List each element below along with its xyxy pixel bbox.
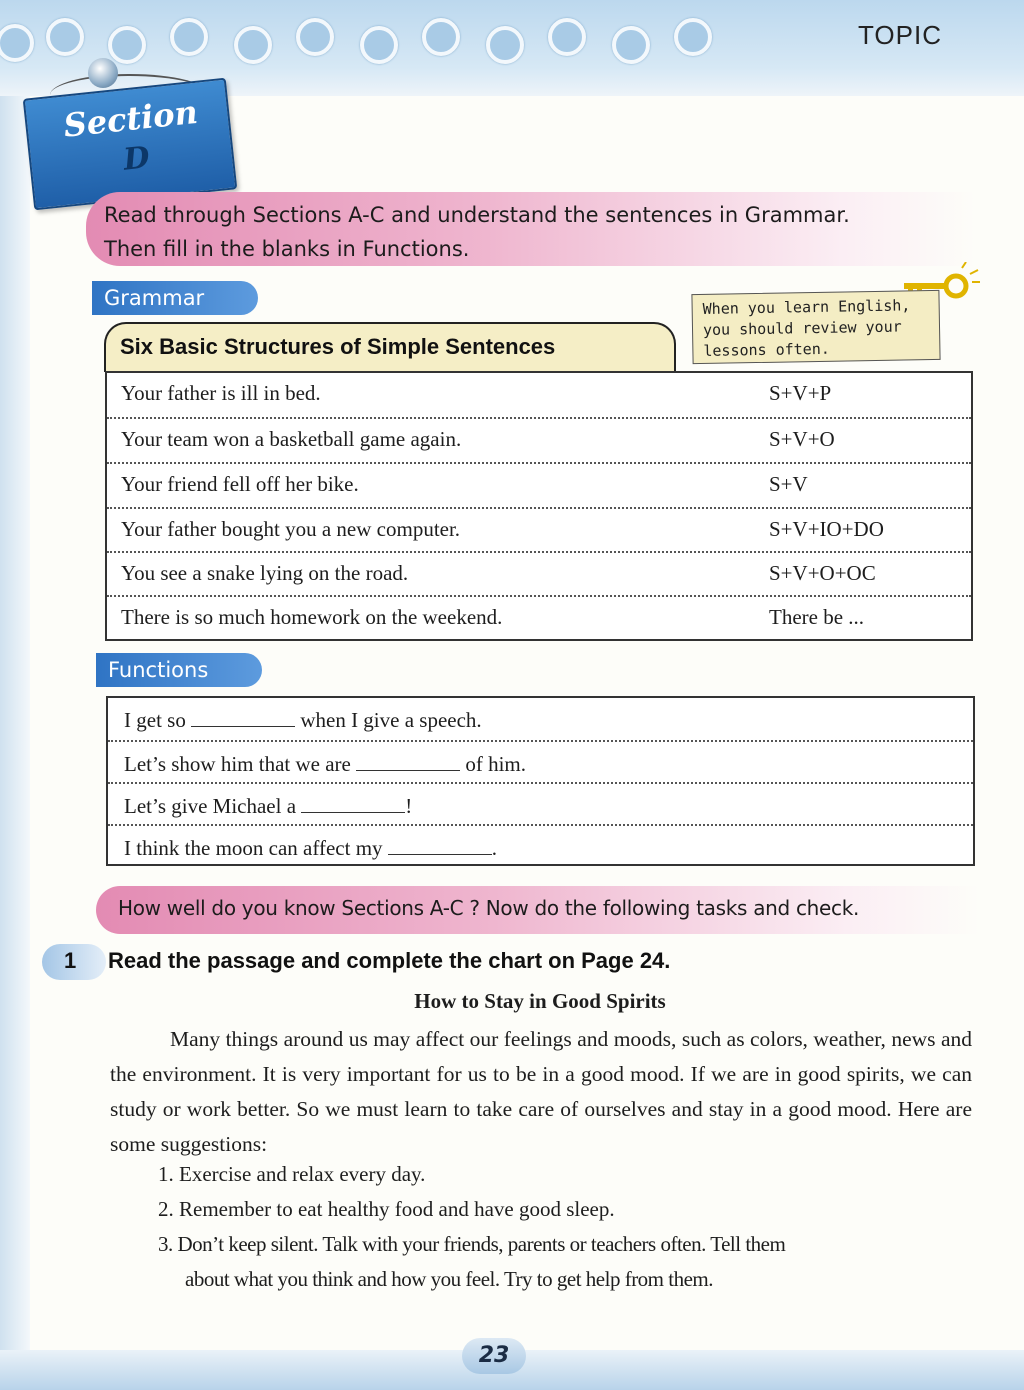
table-row <box>108 740 973 784</box>
circle-decoration <box>108 26 146 64</box>
circle-decoration <box>234 26 272 64</box>
sentence-start: I get so <box>124 708 192 732</box>
task-number-badge <box>42 944 106 980</box>
circle-decoration <box>422 18 460 56</box>
sentence-cell: Your team won a basketball game again. <box>121 427 462 451</box>
check-banner-text: How well do you know Sections A-C ? Now do the following tasks and check. <box>118 896 860 920</box>
intro-line-1: Read through Sections A-C and understand the sentences in Grammar. <box>104 203 850 227</box>
pattern-cell: There be ... <box>769 605 865 629</box>
table-row <box>107 507 971 553</box>
pattern-cell: S+V+IO+DO <box>769 517 884 541</box>
intro-banner <box>86 192 976 266</box>
sentence-start: Let’s give Michael a <box>124 794 302 818</box>
passage-paragraph: Many things around us may affect our feelings and moods, such as colors, weather, news and the environment. It is very important for us to be in a good mood. If we are in good spirits, we can study or work better. So we must learn to take care of ourselves and stay in a good mood. Here are some suggestions: <box>110 1027 972 1156</box>
decorative-circles <box>0 18 760 58</box>
circle-decoration <box>170 18 208 56</box>
sentence-start: Let’s show him that we are <box>124 752 357 776</box>
list-item-continuation: about what you think and how you feel. Try to get help from them. <box>185 1267 714 1291</box>
note-line: you should review your <box>702 317 902 339</box>
note-line: When you learn English, <box>702 296 911 318</box>
sentence-end: . <box>491 836 498 860</box>
table-row <box>108 824 973 868</box>
note-line: lessons often. <box>703 339 830 360</box>
pattern-cell: S+V+O <box>769 427 835 451</box>
pattern-cell: S+V <box>769 472 808 496</box>
sentence-end: of him. <box>460 752 527 776</box>
table-row <box>108 698 973 740</box>
sentence-cell: You see a snake lying on the road. <box>121 561 409 585</box>
pattern-cell: S+V+P <box>769 381 832 405</box>
task-instruction: Read the passage and complete the chart on Page 24. <box>108 948 671 973</box>
fill-in-blank[interactable] <box>356 750 460 771</box>
circle-decoration <box>46 18 84 56</box>
circle-decoration <box>296 18 334 56</box>
sentence-end: when I give a speech. <box>295 708 482 732</box>
list-item-text: 3. Don’t keep silent. Talk with your friends, parents or teachers often. Tell them <box>158 1232 786 1256</box>
circle-decoration <box>548 18 586 56</box>
fill-in-blank[interactable] <box>388 834 492 855</box>
sentence-cell: There is so much homework on the weekend. <box>121 605 503 629</box>
grammar-table-tab <box>104 322 676 372</box>
circle-decoration <box>674 18 712 56</box>
list-item <box>158 1227 918 1297</box>
section-tag <box>23 78 238 211</box>
fill-in-blank[interactable] <box>191 706 295 727</box>
section-letter: D <box>121 140 152 178</box>
sentence-cell: Your friend fell off her bike. <box>121 472 359 496</box>
task-number: 1 <box>64 948 77 973</box>
circle-decoration <box>360 26 398 64</box>
functions-heading: Functions <box>96 653 262 687</box>
sentence-cell: Your father is ill in bed. <box>121 381 321 405</box>
circle-decoration <box>0 24 34 62</box>
left-margin-strip <box>0 96 30 1356</box>
table-row <box>108 782 973 826</box>
sentence-cell: Your father bought you a new computer. <box>121 517 461 541</box>
grammar-table <box>105 371 973 641</box>
pattern-cell: S+V+O+OC <box>769 561 876 585</box>
pin-icon <box>88 58 118 88</box>
table-row <box>107 417 971 463</box>
page-number: 23 <box>462 1338 526 1374</box>
functions-table <box>106 696 975 866</box>
study-tip-note <box>691 290 940 364</box>
circle-decoration <box>486 26 524 64</box>
intro-line-2: Then fill in the blanks in Functions. <box>104 237 470 261</box>
table-row <box>107 373 971 417</box>
fill-in-blank[interactable] <box>301 792 405 813</box>
list-item: 1. Exercise and relax every day. <box>158 1162 426 1186</box>
passage-title: How to Stay in Good Spirits <box>414 989 666 1013</box>
circle-decoration <box>612 26 650 64</box>
sentence-end: ! <box>405 794 413 818</box>
topic-label: TOPIC <box>858 20 942 50</box>
sentence-start: I think the moon can affect my <box>124 836 388 860</box>
table-row <box>107 551 971 597</box>
grammar-table-title: Six Basic Structures of Simple Sentences <box>120 334 556 359</box>
table-row <box>107 595 971 641</box>
list-item: 2. Remember to eat healthy food and have good sleep. <box>158 1197 615 1221</box>
table-row <box>107 462 971 508</box>
section-label: Section <box>61 92 200 145</box>
check-banner <box>96 886 980 934</box>
grammar-heading: Grammar <box>92 281 258 315</box>
